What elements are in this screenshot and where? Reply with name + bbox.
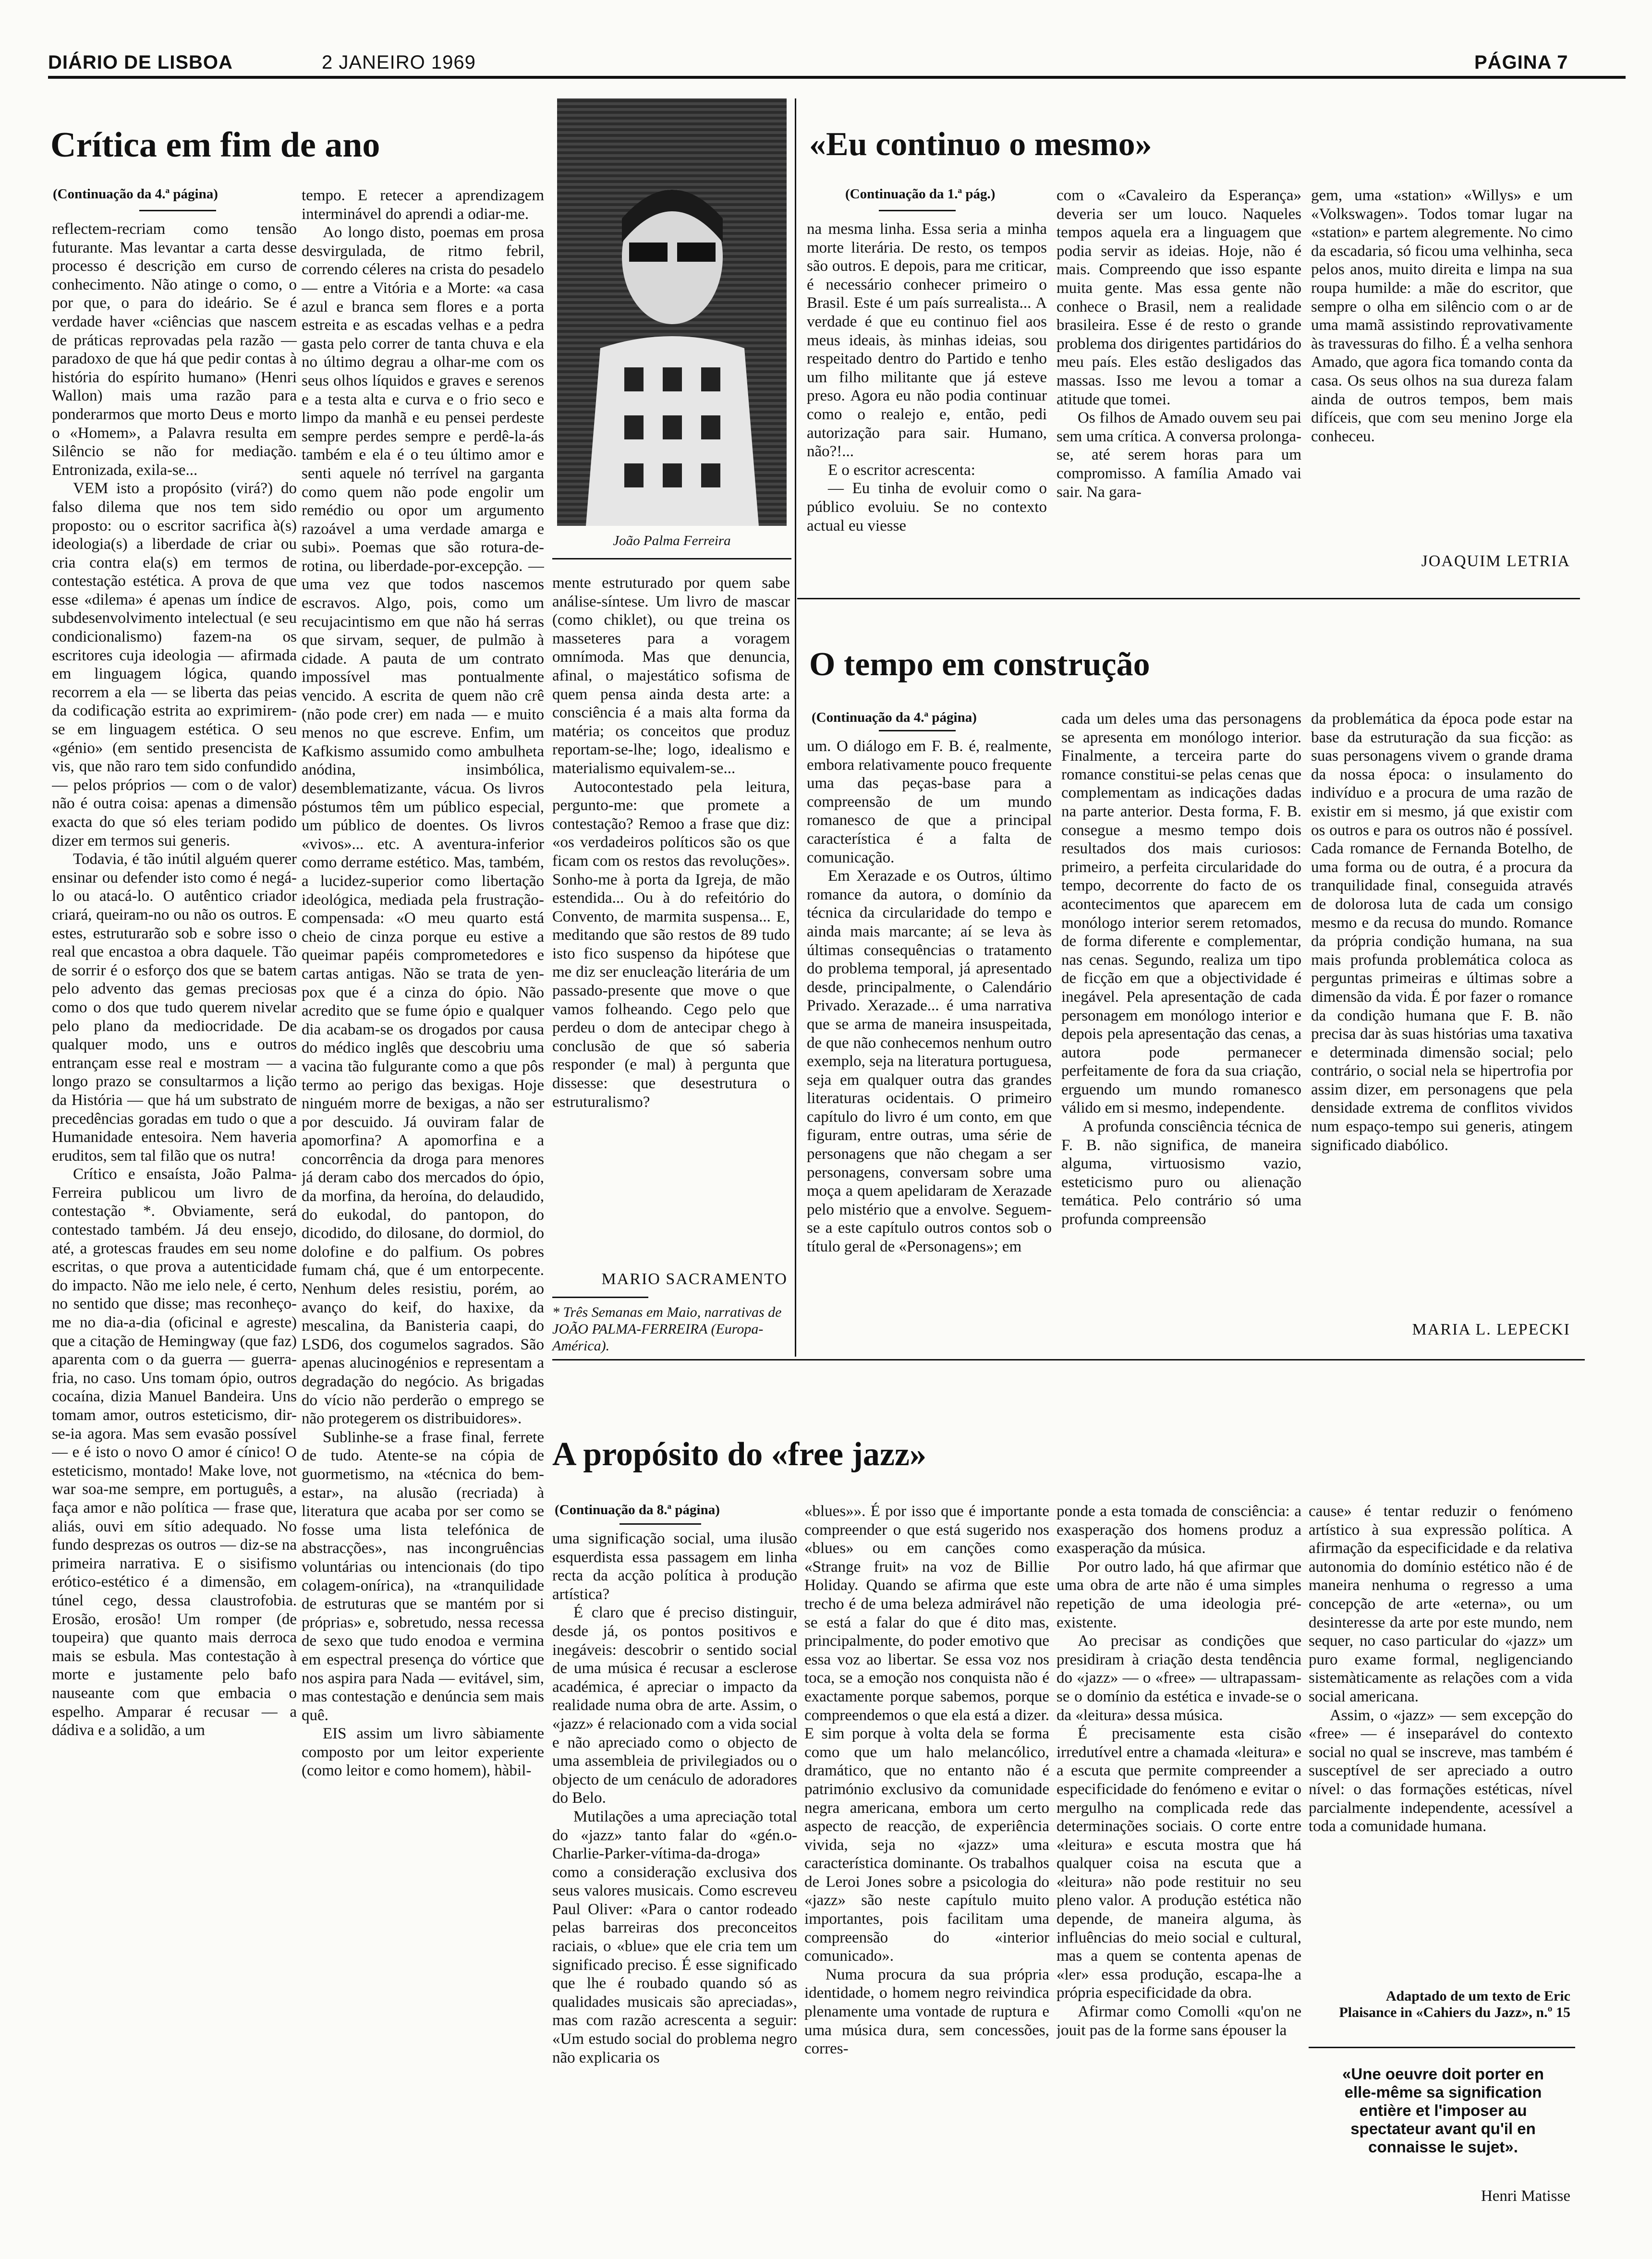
paragraph: da problemática da época pode estar na base da estruturação da sua ficção: as suas personagens vivem o grande drama da nossa época: o insulamento do indivíduo e a procura de uma razão de existir em si mesmo, já que existir com os outros e para os outros não é possível. Cada romance de Fernanda Botelho, de uma forma ou de outra, é a procura da tranquilidade final, conseguida através de dolorosa luta de cada um consigo mesmo e da recusa do mundo. Romance da própria condição humana, na sua mais profunda problemática coloca as perguntas primeiras e últimas sobre a dimensão da vida. É por fazer o romance da condição humana que F. B. não precisa dar às suas histórias uma taxativa e determinada dimensão social; pelo contrário, o social nela se hipertrofia por assim dizer, em personagens que pela densidade extrema de conflitos vividos num espaço-tempo sui generis, atingem significado diabólico. [1311, 710, 1573, 1154]
jazz-adapted-note: Adaptado de um texto de Eric Plaisance in «Cahiers du Jazz», n.º 15 [1339, 1988, 1570, 2020]
paragraph: E o escritor acrescenta: [828, 461, 975, 479]
paragraph: cada um deles uma das personagens se apresenta em monólogo interior. Finalmente, a terceira parte do romance constitui-se pelas cenas que complementam as indicações dadas na parte anterior. Desta forma, F. B. consegue a mesmo tempo dois resultados dos mais curiosos: primeiro, a perfeita circularidade do tempo, decorrente do facto de os acontecimentos que aparecem em monólogo interior serem retomados, de forma diferente e complementar, nas cenas. Segundo, realiza um tipo de ficção em que a objectividade é inegável. Pela apresentação de cada personagem em monólogo interior e depois pela apresentação das cenas, a autora pode permanecer perfeitamente de fora da sua criação, erguendo um mundo romanesco válido em si mesmo, independente. [1061, 710, 1301, 1117]
section-rule [797, 598, 1580, 599]
paragraph: «blues»». É por isso que é importante compreender o que está sugerido nos «blues» ou em canções como «Strange fruit» na voz de Billie Holiday. Quando se afirma que este trecho é de uma beleza admirável não se está a falar do que é dito mas, principalmente, do poder emotivo que essa voz ao libertar. Se essa voz nos toca, se a emoção nos conquista não é exactamente porque sabemos, porque compreendemos o que ela está a dizer. E sim porque à volta dela se forma como que um halo melancólico, dramático, que no entanto não é património exclusivo da comunidade negra americana, embora um certo aspecto de reacção, de experiência vivida, seja no «jazz» uma característica dominante. Os trabalhos de Leroi Jones sobre a psicologia do «jazz» são neste capítulo muito importantes, pois facilitam uma compreensão do «interior comunicado». [804, 1503, 1049, 1965]
paragraph: Assim, o «jazz» — sem excepção do «free» — é inseparável do contexto social no qual se inscreve, mas também é susceptível de ser apreciado a outro nível: o das formações estéticas, nível parcialmente independente, acessível a toda a comunidade humana. [1309, 1706, 1573, 1835]
quote-rule [1309, 2047, 1575, 2048]
paragraph: mente estruturado por quem sabe análise-síntese. Um livro de mascar (como chiklet), ou que treina os masseteres para a voragem omnímoda. Mas que denuncia, afinal, o majestático sofisma de quem pensa ainda desta arte: a consciência é a mais alta forma da matéria; os conceitos que produz reportam-se-lhe; logo, idealismo e materialismo equivalem-se... [552, 574, 790, 777]
paragraph: Por outro lado, há que afirmar que uma obra de arte não é uma simples repetição de uma ideologia pré-existente. [1057, 1558, 1301, 1631]
jazz-column-1 [552, 1530, 797, 2192]
masthead-date: 2 JANEIRO 1969 [322, 52, 476, 73]
paragraph: Os filhos de Amado ouvem seu pai sem uma crítica. A conversa prolonga-se, até serem horas para um compromisso. A família Amado vai sair. Na gara- [1057, 409, 1301, 501]
critica-footnote: * Três Semanas em Maio, narrativas de JOÃO PALMA-FERREIRA (Europa-América). [552, 1304, 782, 1354]
paragraph: EIS assim um livro sàbiamente composto por um leitor experiente (como leitor e como homem), hàbil- [302, 1725, 544, 1780]
paragraph: Ao longo disto, poemas em prosa desvirgulada, de ritmo febril, correndo céleres na crista do pesadelo — entre a Vitória e a Morte: «a casa azul e branca sem flores e a porta estreita e as escadas velhas e a pedra gasta pelo correr de tanta chuva e ela no último degrau a olhar-me com os seus olhos líquidos e graves e serenos e a testa alta e curva e o frio seco e limpo da manhã e eu pensei perdeste sempre perdes sempre e perdê-la-ás também e ela é o teu último amor e senti aquele nó terrível na garganta como quem não pode engolir um remédio ou opor um argumento razoável a uma verdade amarga e subi». Poemas que são rotura-de-rotina, ou liberdade-por-excepção. — uma vez que todos nascemos escravos. Algo, pois, como um recujacintismo em que não há serras que sirvam, sequer, de pulmão à cidade. A pauta de um contrato impossível mas pontualmente vencido. A escrita de quem não crê (não pode crer) em nada — e muito menos no que escreve. Enfim, um Kafkismo assumido como ambulheta anódina, insimbólica, desemblematizante, vácua. Os livros póstumos têm um público especial, um público de doentes. Os livros «vivos»... etc. A aventura-inferior como derrame estético. Mas, também, a lucidez-superior como libertação ideológica, mediada pela frustração-compensada: «O meu quarto está cheio de cinza porque eu estive a queimar papéis comprometedores e cartas antigas. Não se trata de yen-pox que é a cinza do ópio. Não acredito que se fume ópio e qualquer dia acabam-se os drogados por causa do médico inglês que descobriu uma vacina tão fulgurante como a que pôs termo ao perigo das bexigas. Hoje ninguém morre de bexigas, a não ser por descuido. Já ouviram falar de apomorfina? A apomorfina e a concorrência da droga para menores já deram cabo dos mercados do ópio, da morfina, da heroína, do delaudido, do eukodal, do pantopon, do dicodido, do dilosane, do dormiol, do dolofine e do palfium. Os pobres fumam chá, que é um entorpecente. Nenhum deles resistiu, porém, ao avanço do keif, do haxixe, da mescalina, da Banisteria caapi, do LSD6, dos cogumelos sagrados. São apenas alucinogénios e representam a degradação do negócio. As brigadas do vício não perderão o emprego se não protegerem os distribuidores». [302, 224, 544, 1428]
critica-continuation: (Continuação da 4.ª página) [53, 186, 218, 202]
paragraph: Numa procura da sua própria identidade, o homem negro reivindica plenamente uma vontade de ruptura e uma música dura, sem concessões, corres- [804, 1966, 1049, 2058]
continuo-column-3 [1311, 186, 1573, 551]
continuo-signature: JOAQUIM LETRIA [1421, 552, 1570, 570]
continuo-cont-rule [879, 210, 956, 211]
matisse-quote: «Une oeuvre doit porter en elle-même sa signification entière et l'imposer au spectateur avant qu'il en connaisse le sujet». [1342, 2065, 1544, 2156]
tempo-continuation: (Continuação da 4.ª página) [812, 710, 977, 725]
continuo-column-2 [1057, 186, 1301, 595]
critica-column-3 [552, 574, 790, 1256]
continuo-column-1 [807, 220, 1047, 595]
tempo-column-1 [807, 737, 1052, 1342]
critica-headline: Crítica em fim de ano [50, 125, 380, 165]
author-photo [557, 98, 787, 526]
tempo-column-2 [1061, 710, 1301, 1344]
continuo-continuation: (Continuação da 1.ª pág.) [845, 186, 996, 202]
continuo-headline: «Eu continuo o mesmo» [809, 126, 1152, 163]
paragraph: Todavia, é tão inútil alguém querer ensinar ou defender isto como é negá-lo ou atacá-lo. O autêntico criador criará, queiram-no ou não os outros. E estes, estruturarão sob e sobre isso o real que encastoa a obra daquele. Tão de sorrir é o esforço dos que se batem pelo advento das gemas preciosas como o dos que tudo querem nivelar pelo plano da mediocridade. De qualquer modo, uns e outros entrançam esse real e mostram — a longo prazo se consultarmos a lição da História — que há um substrato de precedências goradas em tudo o que a Humanidade entesoira. Nem haveria eruditos, sem tal filão que os nutra! [52, 850, 297, 1165]
quote-author: Henri Matisse [1481, 2187, 1570, 2205]
paragraph: Ao precisar as condições que presidiram à criação desta tendência do «jazz» — o «free» — ultrapassam-se o domínio da estética e invade-se o da «leitura» dessa música. [1057, 1632, 1301, 1724]
paragraph: na mesma linha. Essa seria a minha morte literária. De resto, os tempos são outros. E depois, para me criticar, é necessário conhecer primeiro o Brasil. Este é um país surrealista... A verdade é que eu continuo fiel aos meus ideais, às minhas ideias, sou respeitado dentro do Partido e tenho um filho militante que já esteve preso. Agora eu não podia continuar como o realejo e, então, pedi autorização para sair. Humano, não?!... [807, 220, 1047, 461]
paragraph: reflectem-recriam como tensão futurante. Mas levantar a carta desse processo é descrição em curso de conhecimento. Não atinge o como, o por que, o para do ideário. Se é verdade haver «ciências que nascem de práticas reprovadas pela razão — paradoxo de que há que pedir contas à história do espírito humano» (Henri Wallon) mais uma razão para ponderarmos que morto Deus e morto o «Homem», a Palavra resulta em Silêncio se não for mediação. Entronizada, exila-se... [52, 220, 297, 479]
paragraph: Afirmar como Comolli «qu'on ne jouit pas de la forme sans épouser la [1057, 2003, 1301, 2039]
jazz-column-4 [1309, 1502, 1573, 1982]
masthead-paper: DIÁRIO DE LISBOA [48, 52, 233, 73]
critica-column-1 [52, 220, 297, 2179]
column-rule [795, 98, 796, 1357]
paragraph: Autocontestado pela leitura, pergunto-me: que promete a contestação? Remoo a frase que diz: «os verdadeiros políticos são os que ficam com os restos das revoluções». Sonho-me à porta da Igreja, de mão estendida... Ou à do refeitório do Convento, de marmita suspensa... E, meditando que são restos de 89 tudo isto fico suspenso da hipótese que me diz ser enucleação literária de um passado-presente que move o que vamos folheando. Cego pelo que perdeu o dom de antecipar chego à conclusão de que só saberia responder (e mal) à pergunta que dissesse: que desestrutura o estruturalismo? [552, 778, 790, 1111]
paragraph: É claro que é preciso distinguir, desde já, os pontos positivos e inegáveis: descobrir o sentido social de uma música é recusar a esclerose académica, é apreciar o impacto da realidade numa obra de arte. Assim, o «jazz» é relacionado com a vida social e não apreciado como o objecto de uma assembleia de privilegiados ou o objecto de um cenáculo de adoradores do Belo. [552, 1604, 797, 1807]
paragraph: VEM isto a propósito (virá?) do falso dilema que nos tem sido proposto: ou o escritor sacrifica à(s) ideologia(s) a liberdade de criar ou cria contra ela(s) em termos de contestação estética. A prova de que esse «dilema» é apenas um índice de subdesenvolvimento intelectual (e seu condicionalismo) fazem-na os escritores cuja ideologia — afirmada em linguagem lógica, quando recorrem a ela — se liberta das peias da codificação estrita ao exprimirem-se em linguagem estética. O seu «génio» (em sentido presencista de vis, que não raro tem sido confundido — pelos próprios — com o de valor) não é outra coisa: apenas a dimensão exacta do que só eles teriam podido dizer em termos sui generis. [52, 480, 297, 850]
section-rule [552, 1359, 1585, 1360]
paragraph: Sublinhe-se a frase final, ferrete de tudo. Atente-se na cópia de guormetismo, na «técnica do bem-estar», na alusão (recriada) à literatura que acaba por ser como se fosse uma lista telefónica de abstracções», nas incongruências voluntárias ou intencionais (do tipo colagem-onírica), na «tranquilidade de estruturas que se mantém por si próprias» e, sobretudo, nessa recessa de sexo que tudo enodoa e vermina em espectral presença do vórtice que nos aspira para Nada — evitável, sim, mas contestação e denúncia sem mais quê. [302, 1428, 544, 1724]
jazz-continuation: (Continuação da 8.ª página) [555, 1502, 720, 1518]
tempo-cont-rule [879, 730, 956, 731]
paragraph: Em Xerazade e os Outros, último romance da autora, o domínio da técnica da circularidade do tempo e ainda mais marcante; aí se leva às últimas consequências o tratamento do problema temporal, já apresentado desde, principalmente, o Calendário Privado. Xerazade... é uma narrativa que se arma de maneira insuspeitada, de que não conhecemos nenhum outro exemplo, seja na literatura portuguesa, seja em qualquer outra das grandes literaturas ocidentais. O primeiro capítulo do livro é um conto, em que figuram, entre outras, uma série de personagens que não chegam a ser personagens, conversam sobre uma moça a quem apelidaram de Xerazade pelo mistério que a envolve. Seguem-se a este capítulo outros contos sob o título geral de «Personagens»; em [807, 867, 1052, 1256]
critica-cont-rule [139, 210, 216, 211]
paragraph: tempo. E retecer a aprendizagem interminável do aprendi a odiar-me. [302, 187, 544, 223]
masthead-page: PÁGINA 7 [1474, 52, 1568, 73]
jazz-headline: A propósito do «free jazz» [552, 1436, 926, 1473]
jazz-column-3 [1057, 1502, 1301, 2194]
paragraph: cause» é tentar reduzir o fenómeno artístico à sua expressão política. A afirmação da especificidade e da relativa autonomia do domínio estético não é de maneira nenhuma o regresso a uma concepção de arte «eterna», ou um desinteresse da arte por este mundo, nem sequer, no caso particular do «jazz» um puro exame formal, negligenciando sistemàticamente as relações com a vida social americana. [1309, 1503, 1573, 1705]
tempo-signature: MARIA L. LEPECKI [1412, 1321, 1570, 1338]
footnote-rule [552, 1297, 648, 1298]
jazz-cont-rule [620, 1523, 701, 1525]
paragraph: ponde a esta tomada de consciência: a exasperação dos homens produz a exasperação da música. [1057, 1503, 1301, 1557]
paragraph: uma significação social, uma ilusão esquerdista essa passagem em linha recta da acção política à produção artística? [552, 1530, 797, 1603]
tempo-column-3 [1311, 710, 1573, 1310]
critica-column-2 [302, 186, 544, 2179]
photo-caption: João Palma Ferreira [613, 533, 731, 548]
paragraph: A profunda consciência técnica de F. B. não significa, de maneira alguma, virtuosismo vazio, esteticismo puro ou alienação temática. Pelo contrário só uma profunda compreensão [1061, 1118, 1301, 1228]
critica-signature: MARIO SACRAMENTO [601, 1270, 788, 1288]
paragraph: É precisamente esta cisão irredutível entre a chamada «leitura» e a escuta que permite compreender a especificidade do fenómeno e evitar o mergulho na complicada rede das determinações sociais. O corte entre «leitura» e escuta mostra que há qualquer coisa na escuta que a «leitura» não pode restituir no seu pleno valor. A produção estética não depende, de maneira alguma, às influências do meio social e cultural, mas a quem se contenta apenas de «ler» essa produção, escapa-lhe a própria especificidade da obra. [1057, 1725, 1301, 2002]
tempo-headline: O tempo em construção [809, 646, 1150, 683]
paragraph: com o «Cavaleiro da Esperança» deveria ser um louco. Naqueles tempos aquela era a linguagem que podia servir as ideias. Hoje, não é mais. Compreendo que isso espante muita gente. Mas essa gente não conhece o Brasil, nem a realidade brasileira. Esse é de resto o grande problema dos dirigentes partidários do meu país. Eles estão desligados das massas. Isso me levou a tomar a atitude que tomei. [1057, 187, 1301, 408]
paragraph: um. O diálogo em F. B. é, realmente, embora relativamente pouco frequente uma das peças-base para a compreensão de um mundo romanesco de que a principal característica é a falta de comunicação. [807, 738, 1052, 866]
masthead-rule [48, 76, 1626, 79]
caption-rule [552, 558, 791, 559]
paragraph: Crítico e ensaísta, João Palma-Ferreira publicou um livro de contestação *. Obviamente, será contestado também. Já deu ensejo, até, a grotescas fraudes em seu nome escritas, o que prova a autenticidade do impacto. Não me ielo nele, é certo, no sentido que disse; mas reconheço-me no dia-a-dia (oficinal e agreste) que a citação de Hemingway (que faz) aparenta com o da guerra — guerra-fria, no caso. Uns tomam ópio, outros cocaína, dizia Manuel Bandeira. Uns tomam amor, outros esteticismo, dir-se-ia agora. Mas sem evasão possível — e é isto o novo O amor é cínico! O esteticismo, montado! Make love, not war soa-me sempre, em português, a faça amor e não política — frase que, aliás, ouvi em sítio adequado. No fundo desprezas os outros — diz-se na primeira narrativa. E o sisifismo erótico-estético é a dimensão, em túnel cego, dessa claustrofobia. Erosão, erosão! Um romper (de toupeira) que quanto mais derroca mais se esbula. Mas contestação à morte e justamente pelo bafo nauseante com que embacia o espelho. Amparar é recusar — a dádiva e a solidão, a um [52, 1166, 297, 1739]
paragraph: gem, uma «station» «Willys» e um «Volkswagen». Todos tomar lugar na «station» e partem alegremente. No cimo da escadaria, só ficou uma velhinha, seca pelos anos, muito direita e limpa na sua roupa humilde: a mãe do escritor, que sempre o olha em silêncio com o ar de uma mamã assistindo reprovativamente às travessuras do filho. É a velha senhora Amado, que agora fica tomando conta da casa. Os seus olhos na sua dureza falam ainda de outros tempos, bem mais difíceis, que com seu menino Jorge ela conheceu. [1311, 187, 1573, 445]
paragraph: Mutilações a uma apreciação total do «jazz» tanto falar do «gén.o-Charlie-Parker-vítima-da-droga» como a consideração exclusiva dos seus valores musicais. Como escreveu Paul Oliver: «Para o cantor rodeado pelas barreiras dos preconceitos raciais, o «blue» que ele cria tem um significado preciso. É esse significado que lhe é roubado quando só as qualidades musicais são apreciadas», mas com razão acrescenta a seguir: «Um estudo social do problema negro não explicaria os [552, 1808, 797, 2066]
jazz-column-2 [804, 1502, 1049, 2194]
paragraph: — Eu tinha de evoluir como o público evoluiu. Se no contexto actual eu viesse [807, 480, 1047, 534]
